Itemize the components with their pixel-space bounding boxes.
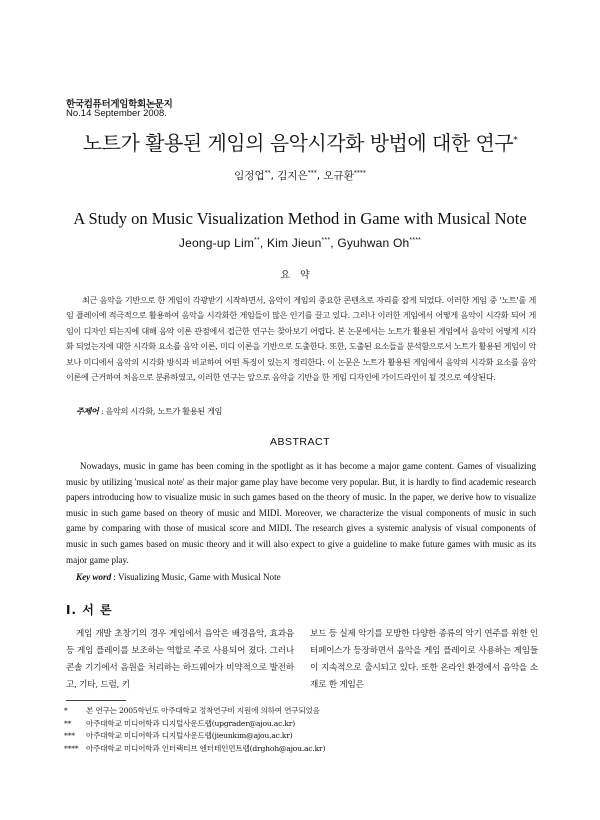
author-ko-3: 오규환	[323, 170, 354, 182]
title-footnote-mark: *	[513, 135, 518, 146]
footnote-text: 아주대학교 미디어학과 디지털사운드랩(jieunkim@ajou.ac.kr)	[86, 731, 293, 741]
korean-authors	[0, 168, 600, 183]
author-separator: ,	[259, 236, 267, 250]
korean-title-text: 노트가 활용된 게임의 음악시각화 방법에 대한 연구	[82, 131, 514, 155]
author-en-1: Jeong-up Lim	[178, 236, 255, 250]
footnote-text: 아주대학교 미디어학과 디지털사운드랩(upgrader@ajou.ac.kr)	[86, 718, 295, 728]
body-column-left: 게임 개발 초창기의 경우 게임에서 음악은 배경음악, 효과음 등 게임 플레이를 보조하는 역할로 주로 사용되어 졌다. 그러나 콘솔 기기에서 음원을 처리하는 하드웨어가 비약적으로 발전하고, 기타, 드럼, 키	[66, 629, 294, 690]
author-en-1-mark: **	[254, 237, 260, 244]
author-en-2-mark: ***	[321, 237, 331, 244]
author-separator: ,	[316, 170, 324, 182]
footnote-mark: ***	[64, 731, 75, 741]
author-ko-2: 김지은	[277, 170, 308, 182]
footnote-mark: *	[64, 706, 68, 715]
english-abstract: Nowadays, music in game has been coming in the spotlight as it has become a major game content. Games of visualizing music by utilizing 'musical note' as their major game play have become very popular. But, it is hardly to find academic research papers introducing how to visualize music in such games based on the theory of music. In the paper, we derive how to visualize music in such game based on theory of music and MIDI. Moreover, we characterize the visual components of music in such game by comparing with those of musical score and MIDI. The research gives a systemic analysis of visual components of music in such games based on music theory and it will also expect to give a guideline to make future games with music as its major game play.	[66, 461, 536, 565]
author-ko-1: 임정업	[234, 170, 265, 182]
footnote-mark: **	[64, 718, 72, 728]
author-separator: ,	[330, 236, 338, 250]
body-column-right: 보드 등 실제 악기를 모방한 다양한 종류의 악기 연주를 위한 인터페이스가 등장하면서 음악을 게임 플레이로 사용하는 게임들이 지속적으로 출시되고 있다. 또한 온라인 환경에서 음악을 소재로 한 게임은	[310, 629, 538, 690]
footnote-text: 아주대학교 미디어학과 인터랙티브 엔터테인먼트랩(drghoh@ajou.ac.kr)	[86, 743, 326, 753]
english-authors	[0, 236, 600, 250]
author-ko-2-mark: ***	[307, 169, 317, 177]
author-ko-1-mark: **	[264, 169, 271, 177]
korean-keywords-value: : 음악의 시각화, 노트가 활용된 게임	[98, 406, 223, 416]
korean-keywords	[76, 406, 222, 417]
footnotes	[64, 705, 544, 755]
english-abstract-heading: ABSTRACT	[269, 436, 330, 448]
author-separator: ,	[270, 170, 278, 182]
author-en-3-mark: ****	[409, 237, 422, 244]
korean-title	[0, 127, 600, 156]
footnote-mark: ****	[64, 743, 79, 753]
english-keywords-value: : Visualizing Music, Game with Musical Note	[111, 572, 281, 582]
english-keywords	[76, 572, 281, 582]
english-keywords-label: Key word	[76, 572, 112, 582]
section-heading-introduction: Ⅰ. 서 론	[66, 603, 113, 617]
footnote-text: 본 연구는 2005학년도 아주대학교 정착연구비 지원에 의하여 연구되었음	[86, 706, 320, 715]
footnote	[64, 705, 544, 718]
english-title: A Study on Music Visualization Method in Game with Musical Note	[73, 209, 527, 228]
footnote	[64, 730, 544, 743]
journal-name: 한국컴퓨터게임학회논문지	[66, 99, 173, 110]
korean-abstract: 최근 음악을 기반으로 한 게임이 각광받기 시작하면서, 음악이 게임의 중요한 콘텐츠로 자리를 잡게 되었다. 이러한 게임 중 '노트'를 게임 플레이에 적극적으로 활용하여 음악을 시각화한 게임들이 많은 인기를 끌고 있다. 그러나 이러한 게임에서 어떻게 음악이 시각화 되어 게임이 디자인 되는지에 대해 음악 이론 관점에서 접근한 연구는 찾아보기 어렵다. 본 논문에서는 노트가 활용된 게임에서 음악이 어떻게 시각화 되었는지에 대한 시각화 요소를 음악 이론, 미디 이론을 기반으로 도출한다. 또한, 도출된 요소들을 분석함으로서 노트가 활용된 게임이 악보나 미디에서 음악의 시각화 방식과 비교하여 어떤 특징이 있는지 정리한다. 이 논문은 노트가 활용된 게임에서 음악의 시각화 요소를 음악이론에 근거하여 처음으로 분류하였고, 이러한 연구는 앞으로 음악을 기반을 한 게임 디자인에 가이드라인이 될 것으로 예상된다.	[66, 295, 536, 383]
journal-issue: No.14 September 2008.	[66, 108, 167, 119]
author-en-3: Gyuhwan Oh	[337, 236, 410, 250]
korean-keywords-label: 주제어	[76, 406, 99, 416]
footnote	[64, 718, 544, 731]
korean-abstract-heading: 요약	[280, 270, 320, 281]
author-ko-3-mark: ****	[353, 169, 366, 177]
footnote-divider	[66, 700, 126, 701]
footnote	[64, 743, 544, 756]
author-en-2: Kim Jieun	[266, 236, 322, 250]
